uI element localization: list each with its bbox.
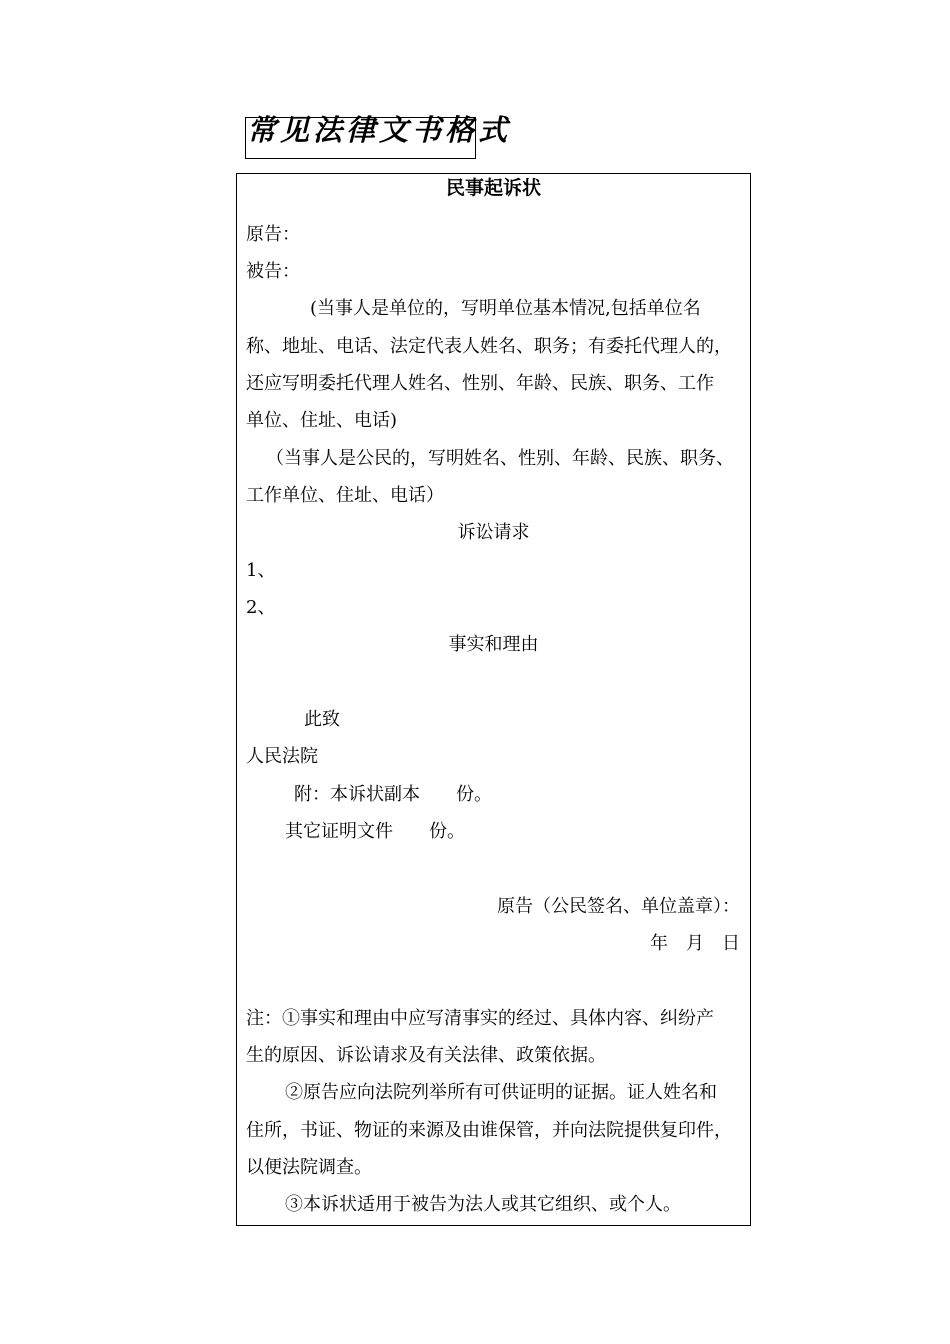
claim-item-1: 1、 bbox=[246, 560, 276, 581]
document-frame bbox=[236, 173, 751, 1226]
signature-line: 原告（公民签名、单位盖章）： bbox=[497, 896, 740, 917]
banner-title: 常见法律文书格式 bbox=[247, 113, 512, 147]
note-2-line-3: 以便法院调查。 bbox=[246, 1157, 372, 1178]
date-line: 年 月 日 bbox=[650, 933, 740, 954]
note-1-line-2: 生的原因、诉讼请求及有关法律、政策依据。 bbox=[246, 1045, 606, 1066]
unit-note-line-3: 还应写明委托代理人姓名、性别、年龄、民族、职务、工作 bbox=[246, 373, 714, 394]
note-3-line-1: ③本诉状适用于被告为法人或其它组织、或个人。 bbox=[285, 1194, 681, 1215]
attachment-copies: 附：本诉状副本 份。 bbox=[294, 784, 492, 805]
facts-heading: 事实和理由 bbox=[448, 634, 539, 655]
citizen-note-line-1: （当事人是公民的，写明姓名、性别、年龄、民族、职务、 bbox=[266, 448, 734, 469]
citizen-note-line-2: 工作单位、住址、电话） bbox=[246, 485, 444, 506]
claim-item-2: 2、 bbox=[246, 597, 276, 618]
note-2-line-2: 住所，书证、物证的来源及由谁保管，并向法院提供复印件， bbox=[246, 1120, 732, 1141]
salutation: 此致 bbox=[304, 709, 340, 730]
note-1-line-1: 注：①事实和理由中应写清事实的经过、具体内容、纠纷产 bbox=[246, 1008, 714, 1029]
plaintiff-label: 原告： bbox=[246, 224, 300, 245]
court-name: 人民法院 bbox=[246, 746, 318, 767]
claims-heading: 诉讼请求 bbox=[457, 522, 530, 543]
unit-note-line-1: (当事人是单位的，写明单位基本情况,包括单位名 bbox=[310, 298, 701, 319]
doc-title: 民事起诉状 bbox=[445, 177, 541, 199]
attachment-evidence: 其它证明文件 份。 bbox=[285, 821, 465, 842]
unit-note-line-4: 单位、住址、电话) bbox=[246, 410, 398, 431]
note-2-line-1: ②原告应向法院列举所有可供证明的证据。证人姓名和 bbox=[285, 1082, 717, 1103]
defendant-label: 被告： bbox=[246, 261, 300, 282]
unit-note-line-2: 称、地址、电话、法定代表人姓名、职务；有委托代理人的， bbox=[246, 336, 732, 357]
